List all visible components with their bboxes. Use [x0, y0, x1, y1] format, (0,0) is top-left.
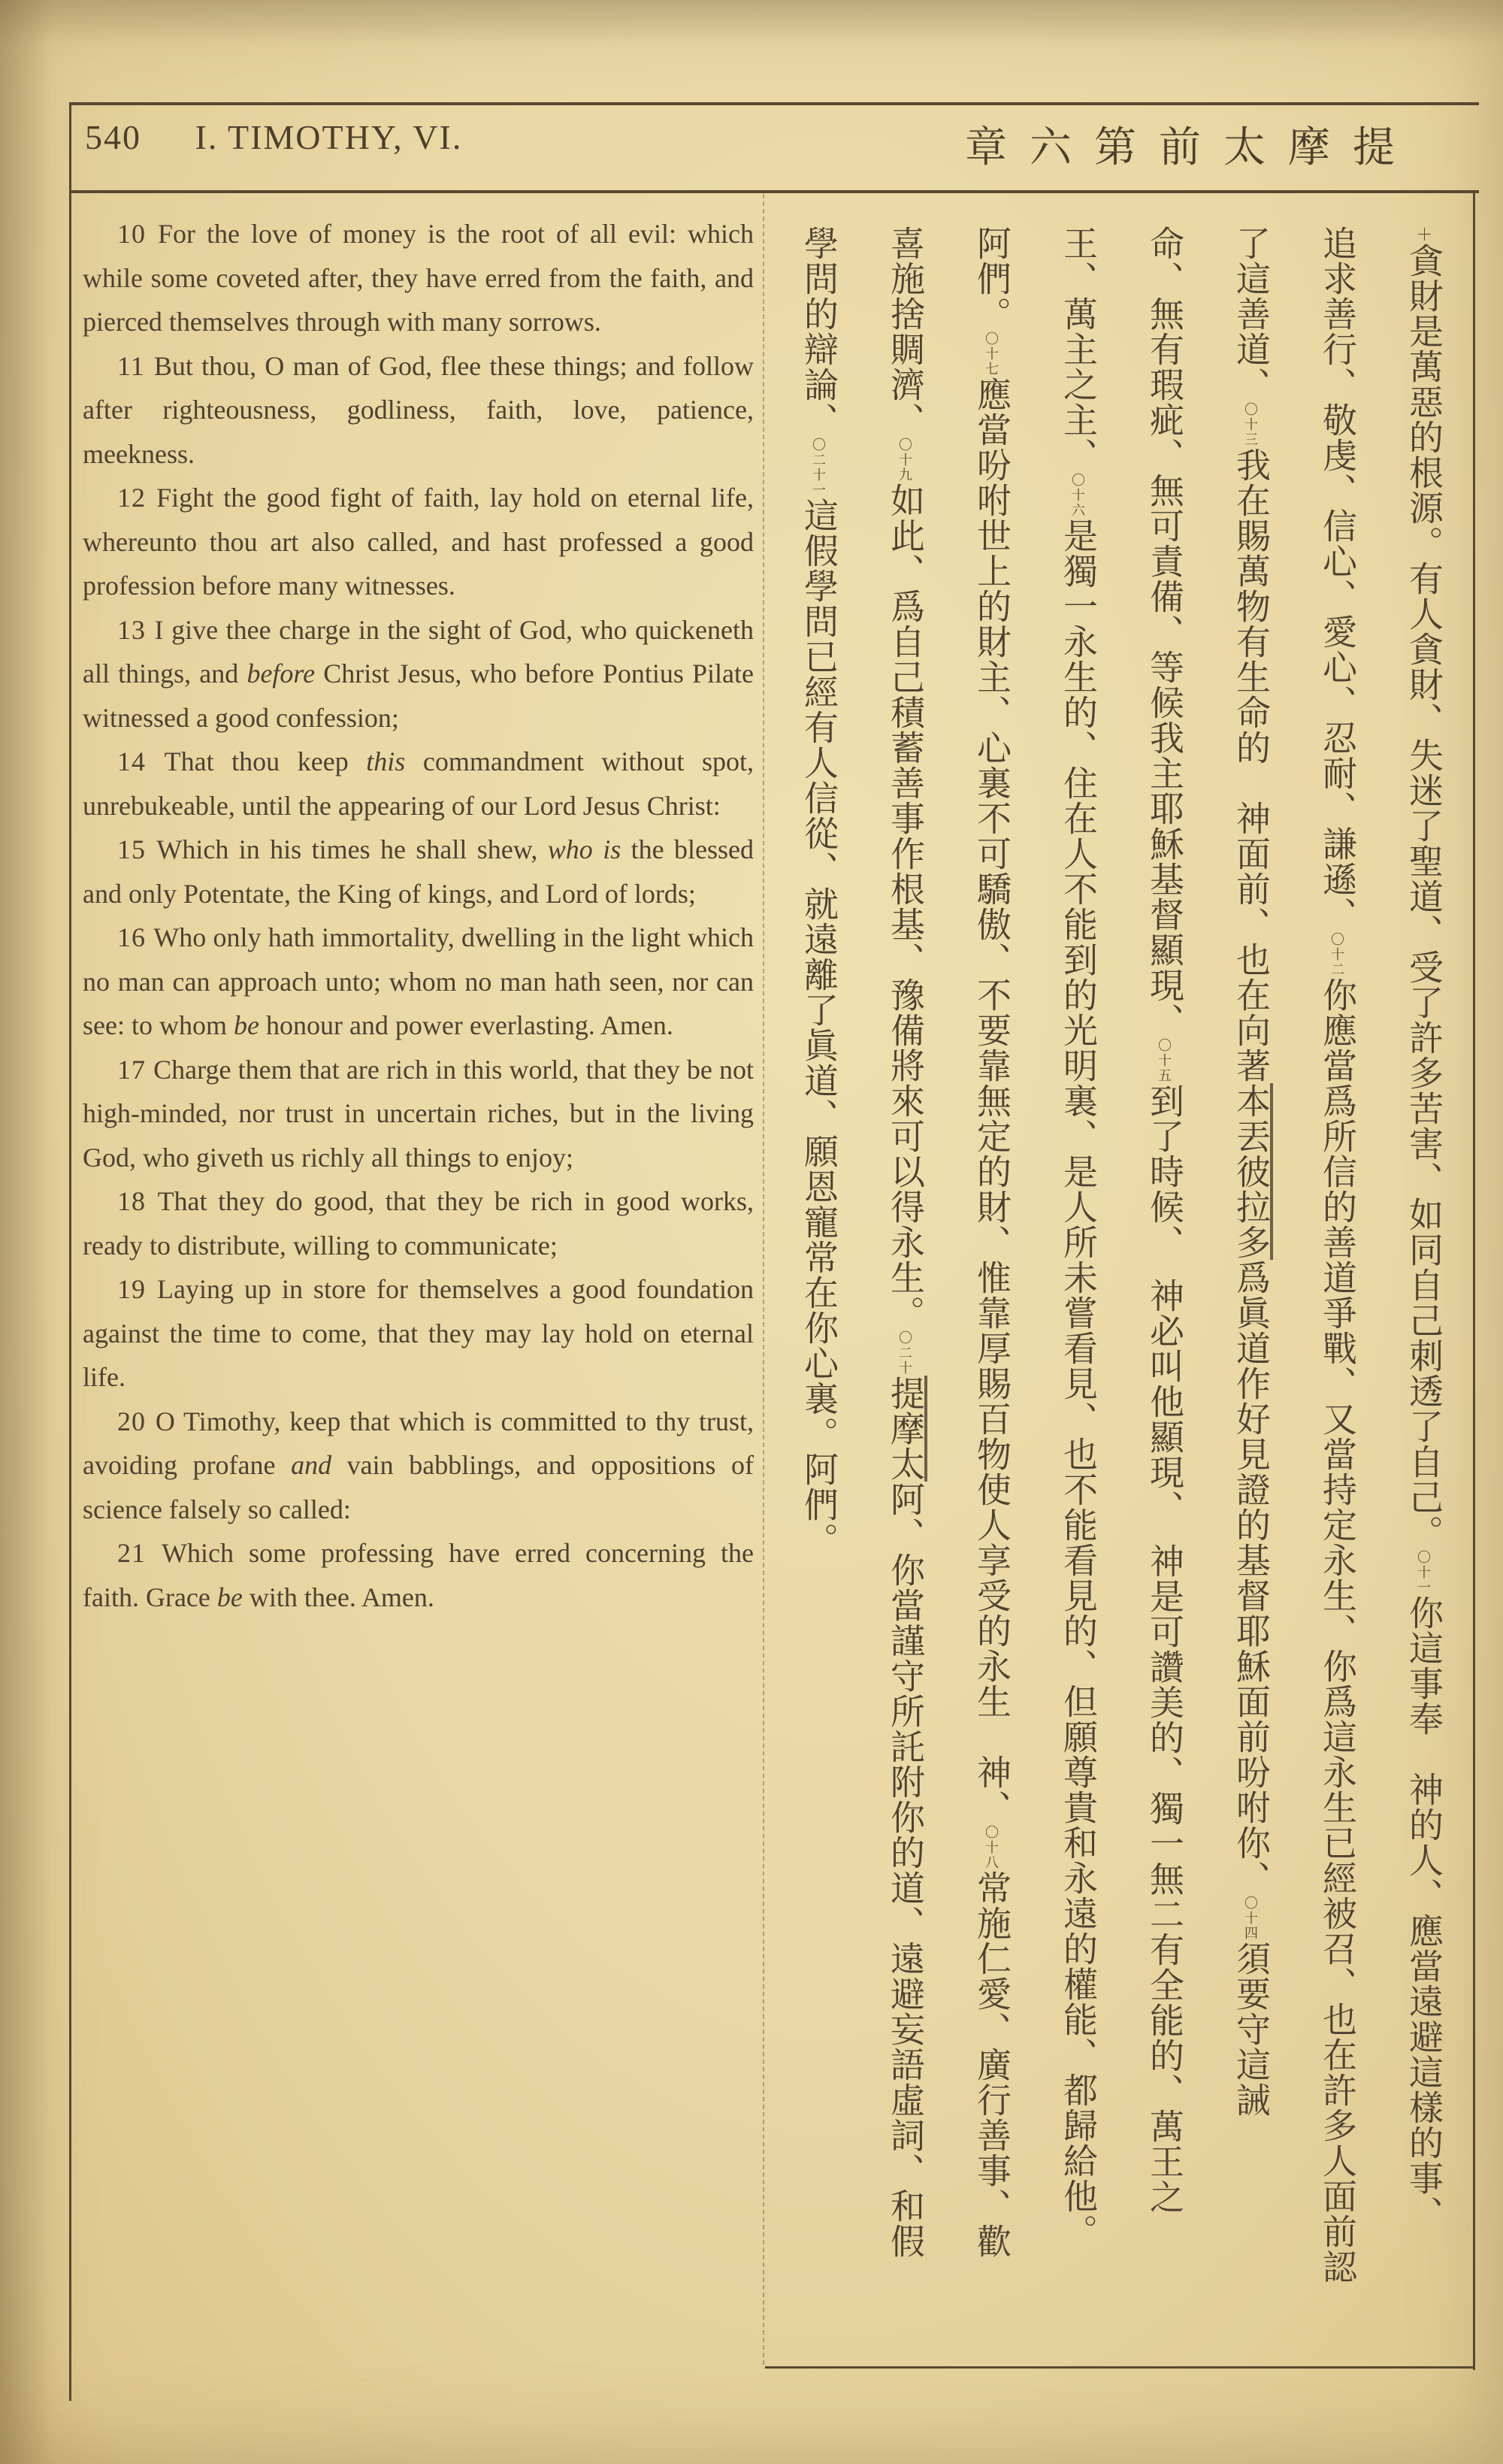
header-left — [85, 117, 462, 157]
binding-edge-shadow — [0, 0, 53, 2464]
verse-paragraph: 19 Laying up in store for themselves a good foundation against the time to come, that they may lay hold on eternal life. — [83, 1274, 755, 1392]
chinese-text-run: 這假學問已經有人信從、就遠離了眞道、願恩寵常在你心裏。阿們。 — [800, 498, 838, 1557]
chinese-text-columns — [776, 226, 1466, 2366]
proper-noun-mark: 本丟彼拉多 — [1232, 1083, 1273, 1260]
chinese-column — [949, 226, 1034, 2366]
verse-paragraph: 10 For the love of money is the root of all evil: which while some coveted after, they have erred from the faith, and pierced themselves through with many sorrows. — [83, 219, 754, 337]
chinese-text-run: 喜施捨賙濟、 — [886, 226, 924, 437]
chinese-text-run: 到了時候、 神必叫他顯現、 神是可讚美的、獨一無二有全能的、萬王之 — [1145, 1083, 1184, 2214]
header-bottom-rule — [71, 190, 1479, 193]
verse-number: 19 — [117, 1274, 158, 1304]
verse-paragraph: 17 Charge them that are rich in this world, that they be not high-minded, nor trust in uncertain riches, but in the living God, who giveth us richly all things to enjoy; — [83, 1054, 754, 1173]
chinese-text-run: 我在賜萬物有生命的 神面前、也在向著 — [1232, 447, 1270, 1083]
chinese-text-run: 須要守這誡 — [1232, 1941, 1270, 2117]
chinese-column — [1208, 226, 1293, 2366]
page-number: 540 — [85, 118, 141, 156]
verse-paragraph: 21 Which some professing have erred concerning the faith. Grace be with thee. Amen. — [83, 1538, 754, 1612]
verse-number: 11 — [117, 350, 154, 381]
verse-paragraph: 12 Fight the good fight of faith, lay hold on eternal life, whereunto thou art also called, and hast professed a good profession before many witnesses. — [83, 483, 754, 601]
chinese-text-run: 了這善道、 — [1232, 226, 1270, 402]
verse-marker: 〇十二 — [1329, 932, 1344, 977]
chinese-text-run: 爲眞道作好見證的基督耶穌面前吩咐你、 — [1232, 1260, 1270, 1896]
chinese-text-run: 追求善行、敬虔、信心、愛心、忍耐、謙遜、 — [1318, 226, 1356, 932]
verse-number: 21 — [117, 1538, 162, 1568]
verse-marker: 〇十八 — [984, 1825, 999, 1870]
chinese-text-run: 阿、你當謹守所託附你的道、遠避妄語虛詞、和假 — [886, 1482, 924, 2259]
chinese-text-run: 你這事奉 神的人、應當遠避這樣的事、 — [1405, 1595, 1443, 2231]
chinese-text-run: 學問的辯論、 — [800, 226, 838, 437]
verse-number: 14 — [117, 746, 165, 776]
chinese-text-run: 王、萬主之主、 — [1059, 226, 1097, 473]
chinese-text-run: 阿們。 — [972, 226, 1011, 331]
left-border-rule — [69, 102, 71, 2401]
header-title-english: I. TIMOTHY, VI. — [195, 118, 463, 156]
chinese-text-run: 應當吩咐世上的財主、心裏不可驕傲、不要靠無定的財、惟靠厚賜百物使人享受的永生 神、 — [972, 377, 1011, 1825]
proper-noun-mark: 提摩太 — [886, 1376, 927, 1482]
verse-marker: 〇十五 — [1157, 1038, 1172, 1083]
verse-number: 20 — [117, 1406, 156, 1436]
verse-number: 10 — [117, 219, 159, 249]
chinese-column — [1381, 226, 1466, 2366]
page-header — [71, 104, 1479, 190]
right-border-rule — [1473, 190, 1475, 2370]
chinese-column — [776, 226, 861, 2366]
chinese-text-run: 你應當爲所信的善道爭戰、又當持定永生、你爲這永生已經被召、也在許多人面前認 — [1318, 977, 1356, 2284]
chinese-bottom-rule — [765, 2366, 1475, 2369]
verse-number: 13 — [117, 614, 155, 645]
verse-marker: 〇十九 — [897, 437, 912, 483]
chinese-column — [1295, 226, 1380, 2366]
chinese-column — [1122, 226, 1207, 2366]
verse-marker: 〇十一 — [1416, 1550, 1431, 1595]
verse-paragraph: 16 Who only hath immortality, dwelling in the light which no man can approach unto; whom no man hath seen, nor can see: to whom be honour and power everlasting. Amen. — [83, 922, 755, 1040]
english-text-column — [83, 212, 754, 1619]
verse-paragraph: 14 That thou keep this commandment without spot, unrebukeable, until the appearing of our Lord Jesus Christ: — [83, 746, 755, 821]
chinese-text-run: 貪財是萬惡的根源。有人貪財、失迷了聖道、受了許多苦害、如同自己刺透了自己。 — [1405, 243, 1443, 1550]
reference-mark: ＋ — [1414, 226, 1433, 243]
chinese-text-run: 是獨一永生的、住在人不能到的光明裏、是人所未嘗看見、也不能看見的、但願尊貴和永遠的權能、都歸給他。 — [1059, 518, 1097, 2249]
verse-number: 12 — [117, 483, 157, 513]
verse-number: 15 — [117, 834, 157, 864]
column-divider-rule — [763, 194, 764, 2365]
verse-paragraph: 15 Which in his times he shall shew, who is the blessed and only Potentate, the King of kings, and Lord of lords; — [83, 834, 754, 909]
verse-paragraph: 11 But thou, O man of God, flee these things; and follow after righteousness, godliness, faith, love, patience, meekness. — [83, 350, 754, 469]
chinese-text-run: 命、無有瑕疵、無可責備、等候我主耶穌基督顯現、 — [1145, 226, 1184, 1038]
verse-paragraph: 20 O Timothy, keep that which is committed to thy trust, avoiding profane and vain babblings, and oppositions of science falsely so called: — [83, 1406, 754, 1524]
chinese-text-run: 如此、爲自己積蓄善事作根基、豫備將來可以得永生。 — [886, 483, 924, 1330]
verse-marker: 〇十六 — [1070, 473, 1085, 518]
chinese-text-run: 常施仁愛、廣行善事、歡 — [972, 1870, 1011, 2259]
header-title-chinese: 章六第前太摩提 — [965, 125, 1417, 171]
verse-number: 18 — [117, 1186, 158, 1216]
verse-marker: 〇二十一 — [811, 437, 826, 498]
top-edge-shadow — [0, 0, 1503, 45]
verse-paragraph: 13 I give thee charge in the sight of God, who quickeneth all things, and before Christ Jesus, who before Pontius Pilate witnessed a good confession; — [83, 614, 755, 733]
verse-marker: 〇十四 — [1243, 1896, 1258, 1941]
chinese-column — [863, 226, 948, 2366]
verse-marker: 〇十七 — [984, 331, 999, 377]
verse-number: 17 — [117, 1054, 154, 1085]
chinese-column — [1036, 226, 1120, 2366]
verse-paragraph: 18 That they do good, that they be rich in good works, ready to distribute, willing to communicate; — [83, 1186, 755, 1261]
verse-marker: 〇二十 — [897, 1330, 912, 1376]
verse-number: 16 — [117, 922, 154, 952]
verse-marker: 〇十三 — [1243, 402, 1258, 447]
